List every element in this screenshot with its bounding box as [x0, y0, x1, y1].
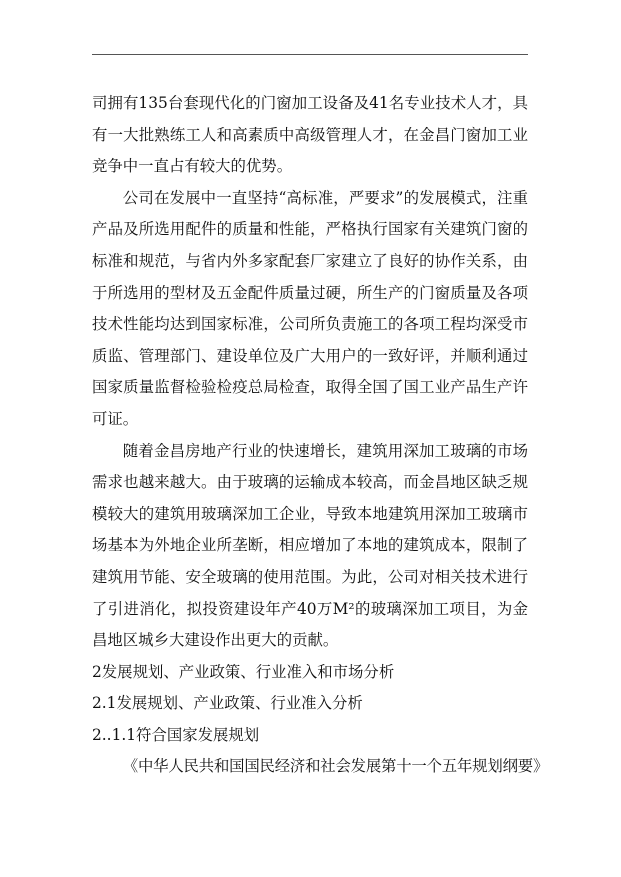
paragraph-quality-standards: 公司在发展中一直坚持“高标准，严要求”的发展模式，注重产品及所选用配件的质量和性能，严格执行国家有关建筑门窗的标准和规范，与省内外多家配套厂家建立了良好的协作关系，由于所选用的型材及五金配件质量过硬，所生产的门窗质量及各项技术性能均达到国家标准，公司所负责施工的各项工程均深受市质监、管理部门、建设单位及广大用户的一致好评，并顺利通过国家质量监督检验检疫总局检查，取得全国了国工业产品生产许可证。	[92, 188, 528, 428]
paragraph-glass-market: 随着金昌房地产行业的快速增长，建筑用深加工玻璃的市场需求也越来越大。由于玻璃的运输成本较高，而金昌地区缺乏规模较大的建筑用玻璃深加工企业，导致本地建筑用深加工玻璃市场基本为外地企业所垄断，相应增加了本地的建筑成本，限制了建筑用节能、安全玻璃的使用范围。为此，公司对相关技术进行了引进消化，拟投资建设年产40万M²的玻璃深加工项目，为金昌地区城乡大建设作出更大的贡献。	[92, 441, 528, 650]
document-body	[92, 88, 549, 783]
quote-line-plan-outline: 《中华人民共和国国民经济和社会发展第十一个五年规划纲要》	[122, 757, 549, 776]
section-heading-2-1: 2.1发展规划、产业政策、行业准入分析	[92, 694, 363, 713]
header-rule	[92, 54, 528, 55]
section-heading-2: 2发展规划、产业政策、行业准入和市场分析	[92, 662, 395, 681]
section-heading-2-1-1: 2..1.1符合国家发展规划	[92, 725, 260, 744]
paragraph-company-equipment: 司拥有135台套现代化的门窗加工设备及41名专业技术人才，具有一大批熟练工人和高素质中高级管理人才，在金昌门窗加工业竞争中一直占有较大的优势。	[92, 94, 528, 176]
